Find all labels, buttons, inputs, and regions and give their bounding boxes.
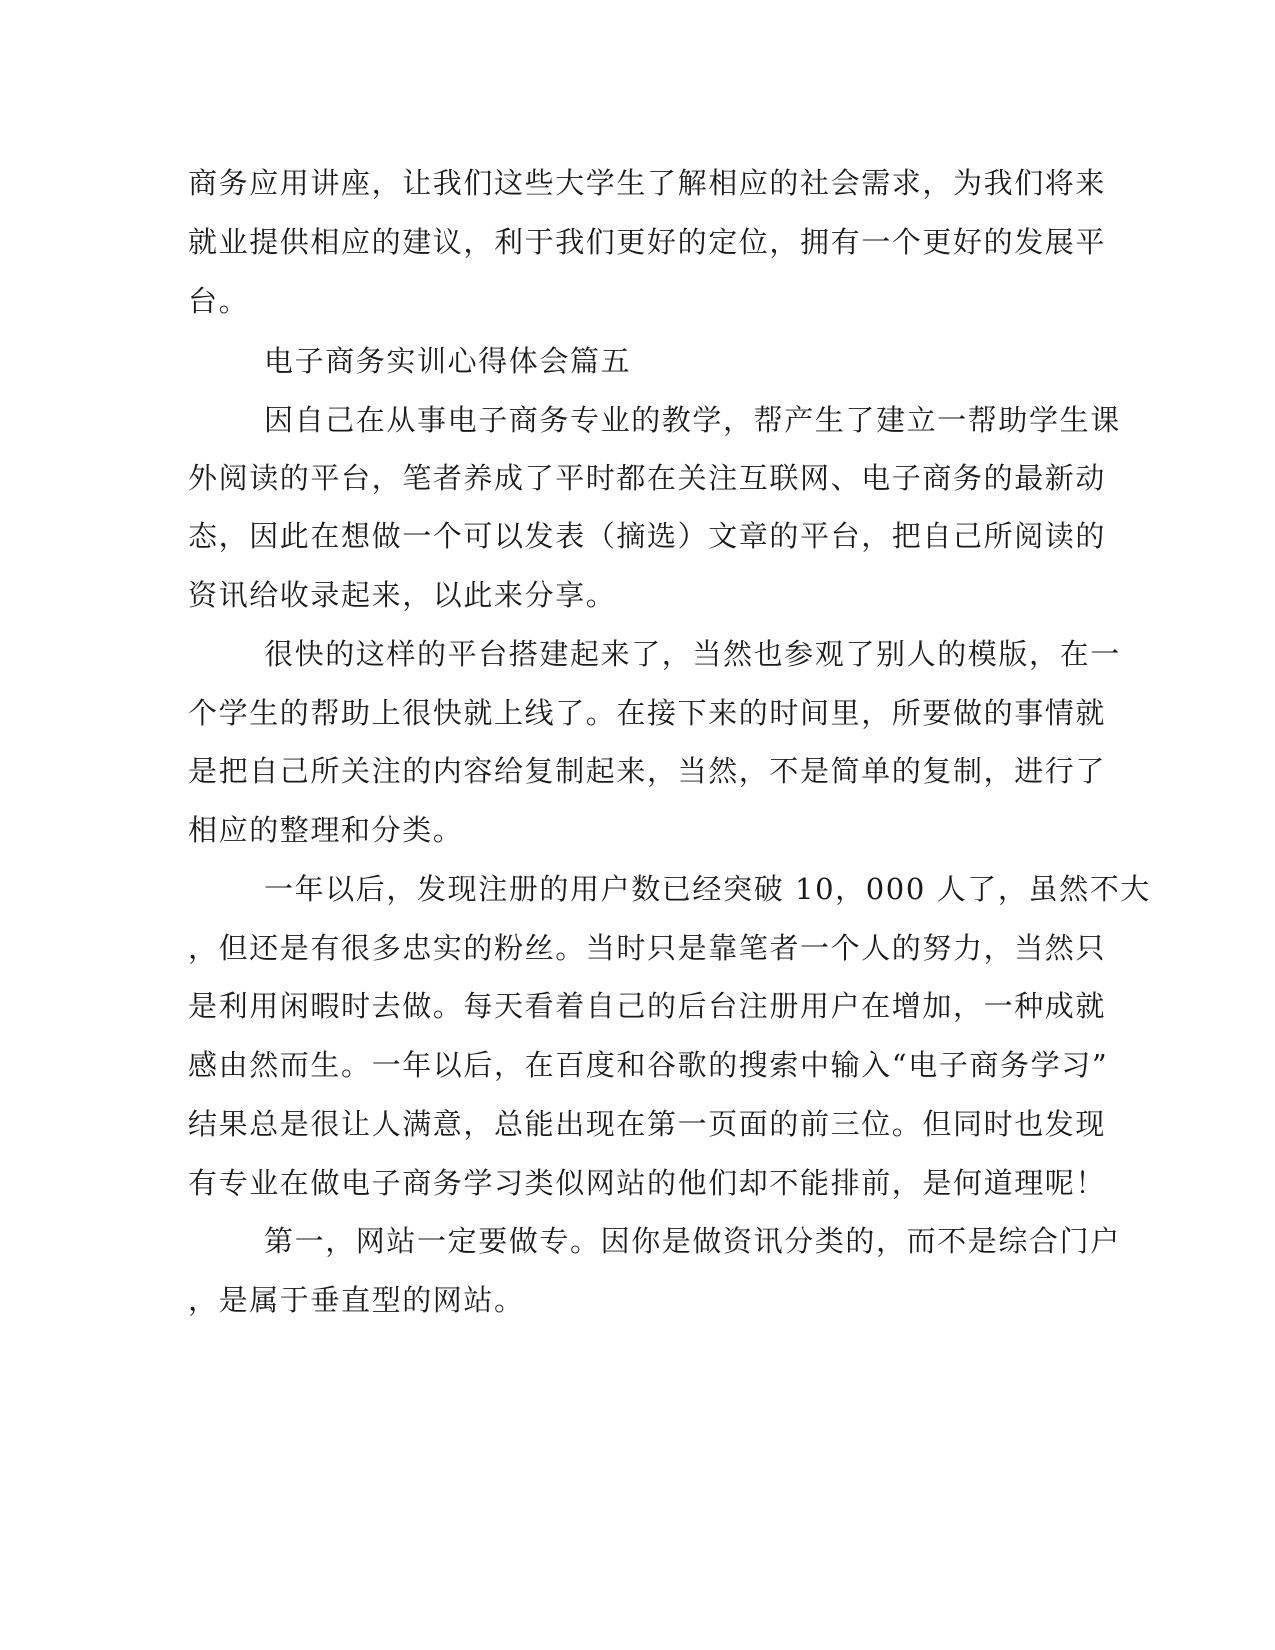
text-line: 一年以后，发现注册的用户数已经突破 10，000 人了，虽然不大 xyxy=(264,872,1151,906)
text-line: 因自己在从事电子商务专业的教学，帮产生了建立一帮助学生课 xyxy=(264,403,1121,437)
text-line: 台。 xyxy=(188,284,250,318)
text-line: 第一，网站一定要做专。因你是做资讯分类的，而不是综合门户 xyxy=(264,1224,1121,1258)
text-line: 资讯给收录起来，以此来分享。 xyxy=(188,578,617,612)
text-line: 商务应用讲座，让我们这些大学生了解相应的社会需求，为我们将来 xyxy=(188,166,1107,200)
text-line: ，是属于垂直型的网站。 xyxy=(188,1283,525,1317)
text-line: 有专业在做电子商务学习类似网站的他们却不能排前，是何道理呢！ xyxy=(188,1166,1107,1200)
text-line: 结果总是很让人满意，总能出现在第一页面的前三位。但同时也发现 xyxy=(188,1107,1107,1141)
text-line: 态，因此在想做一个可以发表（摘选）文章的平台，把自己所阅读的 xyxy=(188,519,1107,553)
text-line: 感由然而生。一年以后，在百度和谷歌的搜索中输入“电子商务学习” xyxy=(188,1048,1109,1082)
text-line: ，但还是有很多忠实的粉丝。当时只是靠笔者一个人的努力，当然只 xyxy=(188,931,1107,965)
text-line: 就业提供相应的建议，利于我们更好的定位，拥有一个更好的发展平 xyxy=(188,225,1107,259)
text-line: 个学生的帮助上很快就上线了。在接下来的时间里，所要做的事情就 xyxy=(188,696,1107,730)
section-heading: 电子商务实训心得体会篇五 xyxy=(264,344,632,378)
text-line: 外阅读的平台，笔者养成了平时都在关注互联网、电子商务的最新动 xyxy=(188,461,1107,495)
text-line: 很快的这样的平台搭建起来了，当然也参观了别人的模版，在一 xyxy=(264,637,1121,671)
text-line: 是把自己所关注的内容给复制起来，当然，不是简单的复制，进行了 xyxy=(188,754,1107,788)
text-line: 是利用闲暇时去做。每天看着自己的后台注册用户在增加，一种成就 xyxy=(188,989,1107,1023)
text-line: 相应的整理和分类。 xyxy=(188,813,464,847)
